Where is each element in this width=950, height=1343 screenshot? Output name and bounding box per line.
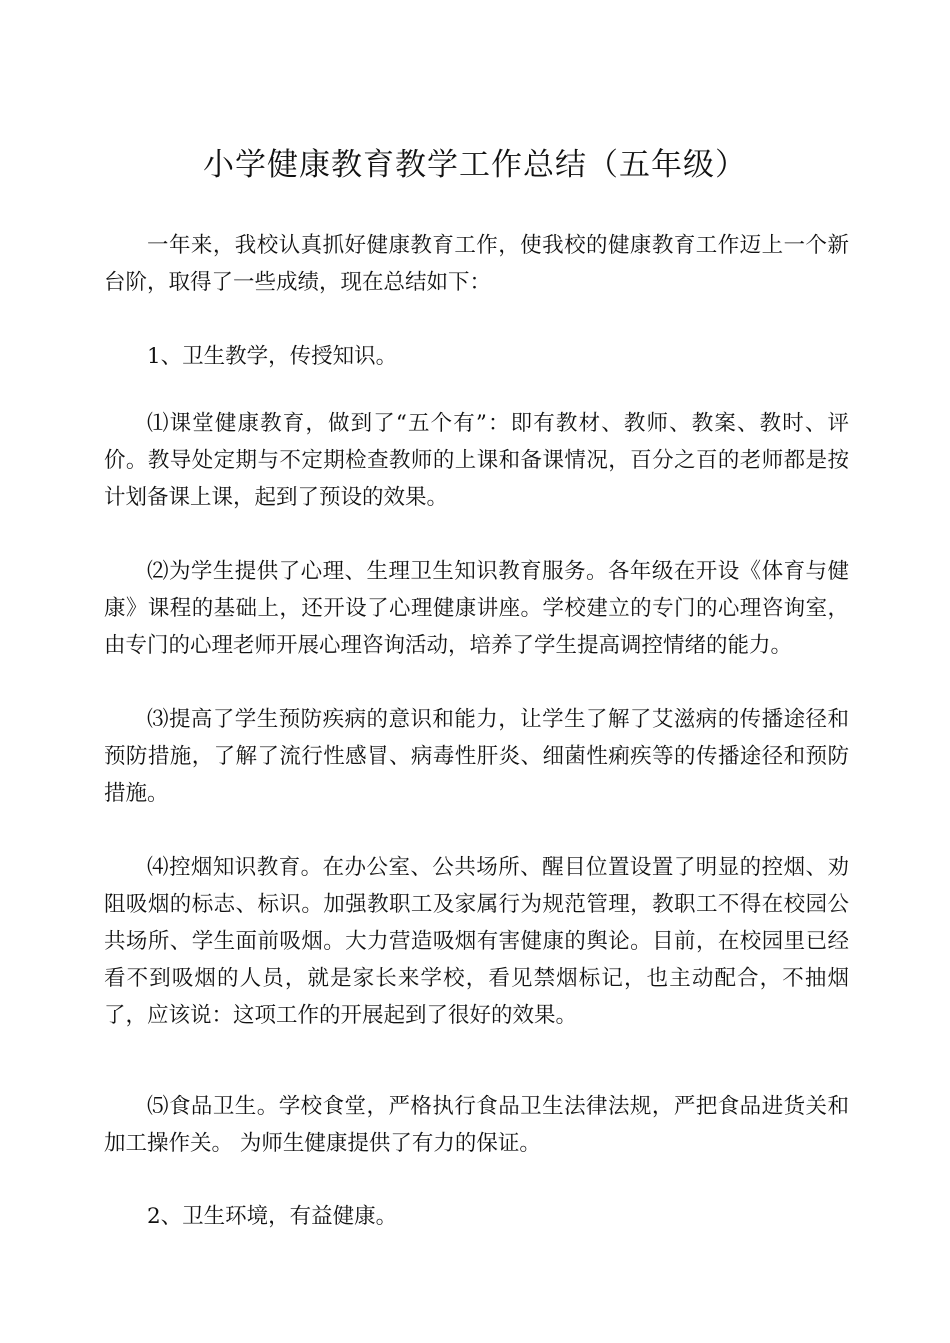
section-1-heading: 1、卫生教学，传授知识。 [147,344,398,369]
document-title: 小学健康教育教学工作总结（五年级） [203,147,747,183]
paragraph-item-2: ⑵为学生提供了心理、生理卫生知识教育服务。各年级在开设《体育与健康》课程的基础上，还开设了心理健康讲座。学校建立的专门的心理咨询室，由专门的心理老师开展心理咨询活动，培养了学生提高调控情绪的能力。 [104,559,849,658]
paragraph-item-3: ⑶提高了学生预防疾病的意识和能力，让学生了解了艾滋病的传播途径和预防措施，了解了流行性感冒、病毒性肝炎、细菌性痢疾等的传播途径和预防措施。 [104,707,849,806]
section-2-heading: 2、卫生环境，有益健康。 [147,1204,398,1229]
paragraph-item-1: ⑴课堂健康教育，做到了“五个有”：即有教材、教师、教案、教时、评价。教导处定期与不定期检查教师的上课和备课情况，百分之百的老师都是按计划备课上课，起到了预设的效果。 [104,411,849,510]
paragraph-item-4: ⑷控烟知识教育。在办公室、公共场所、醒目位置设置了明显的控烟、劝阻吸烟的标志、标识。加强教职工及家属行为规范管理，教职工不得在校园公共场所、学生面前吸烟。大力营造吸烟有害健康的舆论。目前，在校园里已经看不到吸烟的人员，就是家长来学校，看见禁烟标记，也主动配合，不抽烟了，应该说：这项工作的开展起到了很好的效果。 [104,855,849,1028]
paragraph-item-5: ⑸食品卫生。学校食堂，严格执行食品卫生法律法规，严把食品进货关和加工操作关。 为师生健康提供了有力的保证。 [104,1094,849,1156]
intro-paragraph: 一年来，我校认真抓好健康教育工作，使我校的健康教育工作迈上一个新台阶，取得了一些成绩，现在总结如下： [104,233,849,295]
